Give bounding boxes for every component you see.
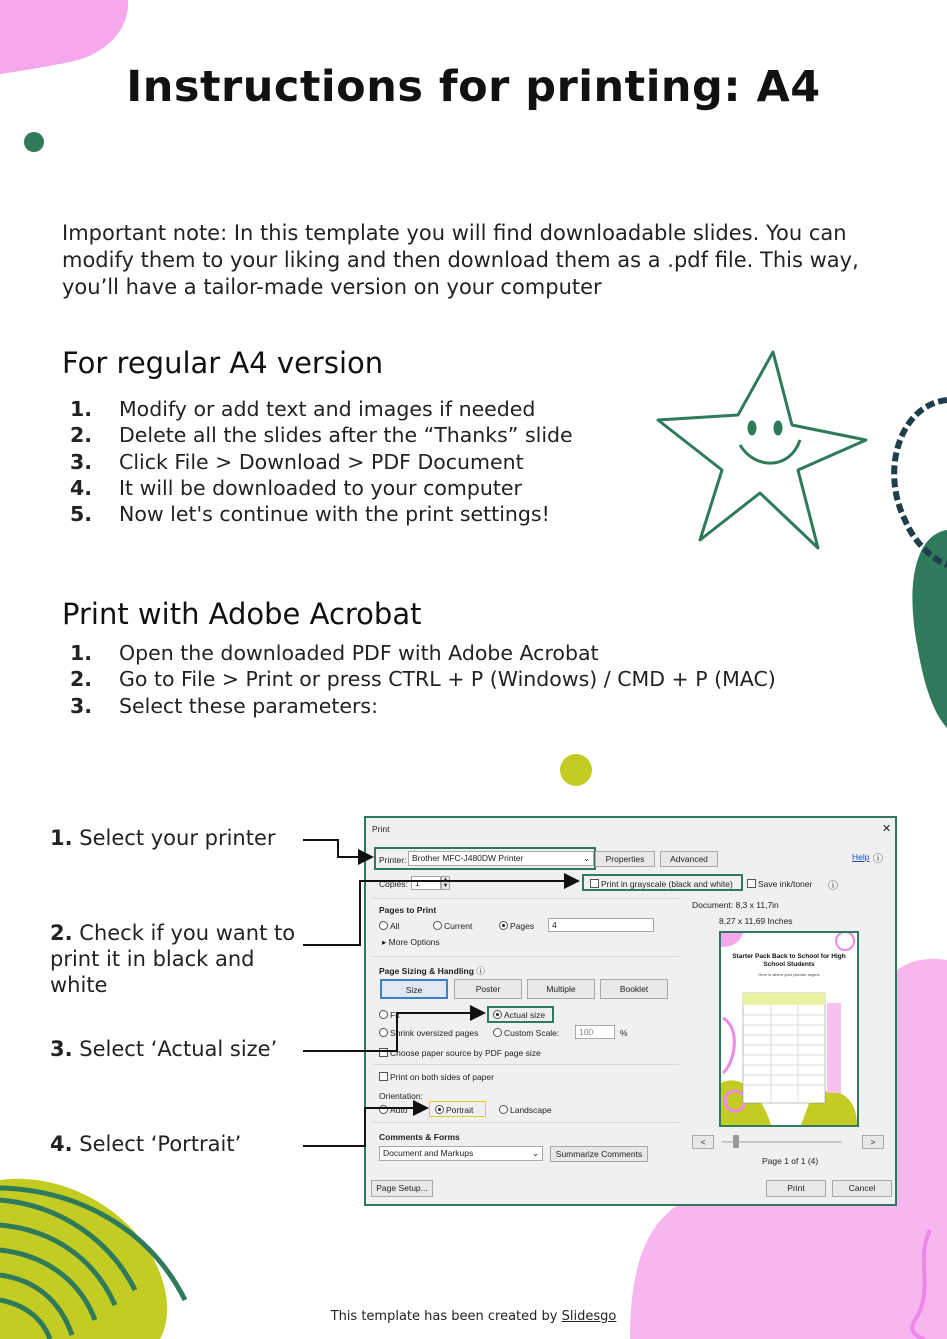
current-option[interactable]: Current [433,921,472,931]
pages-to-print-heading: Pages to Print [379,905,437,915]
all-option[interactable]: All [379,921,399,931]
list-item: 3. Select these parameters: [70,693,379,718]
choose-source-checkbox[interactable] [379,1048,388,1057]
slidesgo-link[interactable]: Slidesgo [561,1309,617,1324]
landscape-option[interactable]: Landscape [499,1105,552,1115]
list-item: 1. Open the downloaded PDF with Adobe Acrobat [70,641,599,665]
portrait-highlight [429,1101,486,1117]
summarize-button[interactable]: Summarize Comments [550,1146,648,1162]
list-item: 5. Now let's continue with the print settings! [70,502,550,527]
important-note: Important note: In this template you will find downloadable slides. You can modify them to your liking and then download them as a .pdf file. This way, you’ll have a tailor-made version on your computer [62,221,859,299]
callout-select-printer: 1. Select your printer [50,826,276,850]
save-ink-checkbox[interactable] [747,879,756,888]
list-item: 3. Click File > Download > PDF Document [70,449,524,474]
callout-portrait: 4. Select ‘Portrait’ [50,1132,242,1156]
sizing-heading: Page Sizing & Handling ⓘ [379,966,485,976]
copies-label: Copies: [379,879,408,889]
pages-option[interactable]: Pages [499,921,534,931]
regular-steps-list [62,396,573,527]
print-dialog [364,816,897,1206]
tab-poster[interactable]: Poster [454,979,522,999]
shrink-radio[interactable] [379,1028,388,1037]
printer-highlight [374,847,596,870]
chevron-down-icon: ⌄ [531,1148,539,1158]
prev-page-button[interactable]: < [692,1135,714,1149]
auto-option[interactable]: Auto [379,1105,408,1115]
green-dot [24,132,44,152]
next-page-button[interactable]: > [862,1135,884,1149]
star-doodle [658,352,866,548]
both-sides-option[interactable]: Print on both sides of paper [379,1072,494,1082]
tab-multiple[interactable]: Multiple [527,979,595,999]
list-item: 1. Modify or add text and images if needed [70,397,536,421]
pages-input[interactable]: 4 [548,918,654,932]
printer-label: Printer: [379,855,407,865]
page-info: Page 1 of 1 (4) [762,1156,819,1166]
info-icon: ⓘ [476,966,485,976]
more-options-toggle[interactable]: ▸ More Options [382,937,440,947]
orientation-label: Orientation: [379,1091,423,1101]
actual-size-option[interactable]: Actual size [493,1010,545,1020]
print-button[interactable]: Print [766,1180,826,1197]
page-slider-track [722,1141,842,1143]
comments-select[interactable]: Document and Markups ⌄ [379,1146,543,1161]
acrobat-steps-list [62,640,776,719]
current-radio[interactable] [433,921,442,930]
close-icon[interactable]: ✕ [882,823,892,835]
preview-subtitle: Here is where your planner begins [758,972,820,977]
properties-button[interactable]: Properties [595,851,655,867]
chevron-down-icon: ⌄ [582,853,590,863]
paper-size: 8,27 x 11,69 Inches [719,916,793,926]
page-title: Instructions for printing: A4 [126,62,821,112]
shrink-option[interactable]: Shrink oversized pages [379,1028,478,1038]
advanced-button[interactable]: Advanced [660,851,718,867]
regular-heading: For regular A4 version [62,346,384,380]
copies-input[interactable]: 1 [411,876,441,890]
grayscale-option[interactable]: Print in grayscale (black and white) [590,879,733,889]
printer-select[interactable]: Brother MFC-J480DW Printer ⌄ [408,851,594,866]
callout-black-white: 2. Check if you want to print it in black and white [50,921,296,997]
landscape-radio[interactable] [499,1105,508,1114]
list-item: 2. Delete all the slides after the “Thanks” slide [70,423,573,448]
actual-size-highlight [487,1006,554,1023]
all-radio[interactable] [379,921,388,930]
comments-heading: Comments & Forms [379,1132,460,1142]
auto-radio[interactable] [379,1105,388,1114]
preview-title: Starter Pack Back to School for High School Students [732,953,846,968]
save-ink-option[interactable]: Save ink/toner [747,879,812,889]
custom-scale-option[interactable]: Custom Scale: [493,1028,559,1038]
callout-actual-size: 3. Select ‘Actual size’ [50,1037,278,1061]
help-link[interactable]: Help [852,852,870,862]
caret-right-icon: ▸ [382,937,389,947]
page-preview [719,931,859,1127]
footer: This template has been created by Slidesgo [330,1309,617,1324]
info-icon: ⓘ [828,881,838,892]
fit-option[interactable]: Fit [379,1010,399,1020]
tab-booklet[interactable]: Booklet [600,979,668,999]
dialog-title: Print [372,824,390,834]
custom-scale-radio[interactable] [493,1028,502,1037]
document-size: Document: 8,3 x 11,7in [692,900,779,910]
cancel-button[interactable]: Cancel [832,1180,892,1197]
percent-label: % [620,1028,628,1038]
fit-radio[interactable] [379,1010,388,1019]
page-setup-button[interactable]: Page Setup... [371,1180,433,1197]
custom-scale-input[interactable]: 100 [575,1025,615,1039]
portrait-option[interactable]: Portrait [435,1105,473,1115]
choose-source-option[interactable]: Choose paper source by PDF page size [379,1048,541,1058]
both-sides-checkbox[interactable] [379,1072,388,1081]
copies-stepper[interactable]: ▲ ▼ [442,877,449,889]
list-item: 4. It will be downloaded to your computer [70,475,522,500]
page-slider-thumb[interactable] [733,1135,739,1148]
lime-dot [560,754,592,786]
tab-size[interactable]: Size [380,979,448,999]
pages-radio[interactable] [499,921,508,930]
grayscale-highlight [582,874,743,891]
help-icon[interactable]: ⓘ [873,854,883,865]
acrobat-heading: Print with Adobe Acrobat [62,597,422,631]
list-item: 2. Go to File > Print or press CTRL + P (Windows) / CMD + P (MAC) [70,667,776,692]
